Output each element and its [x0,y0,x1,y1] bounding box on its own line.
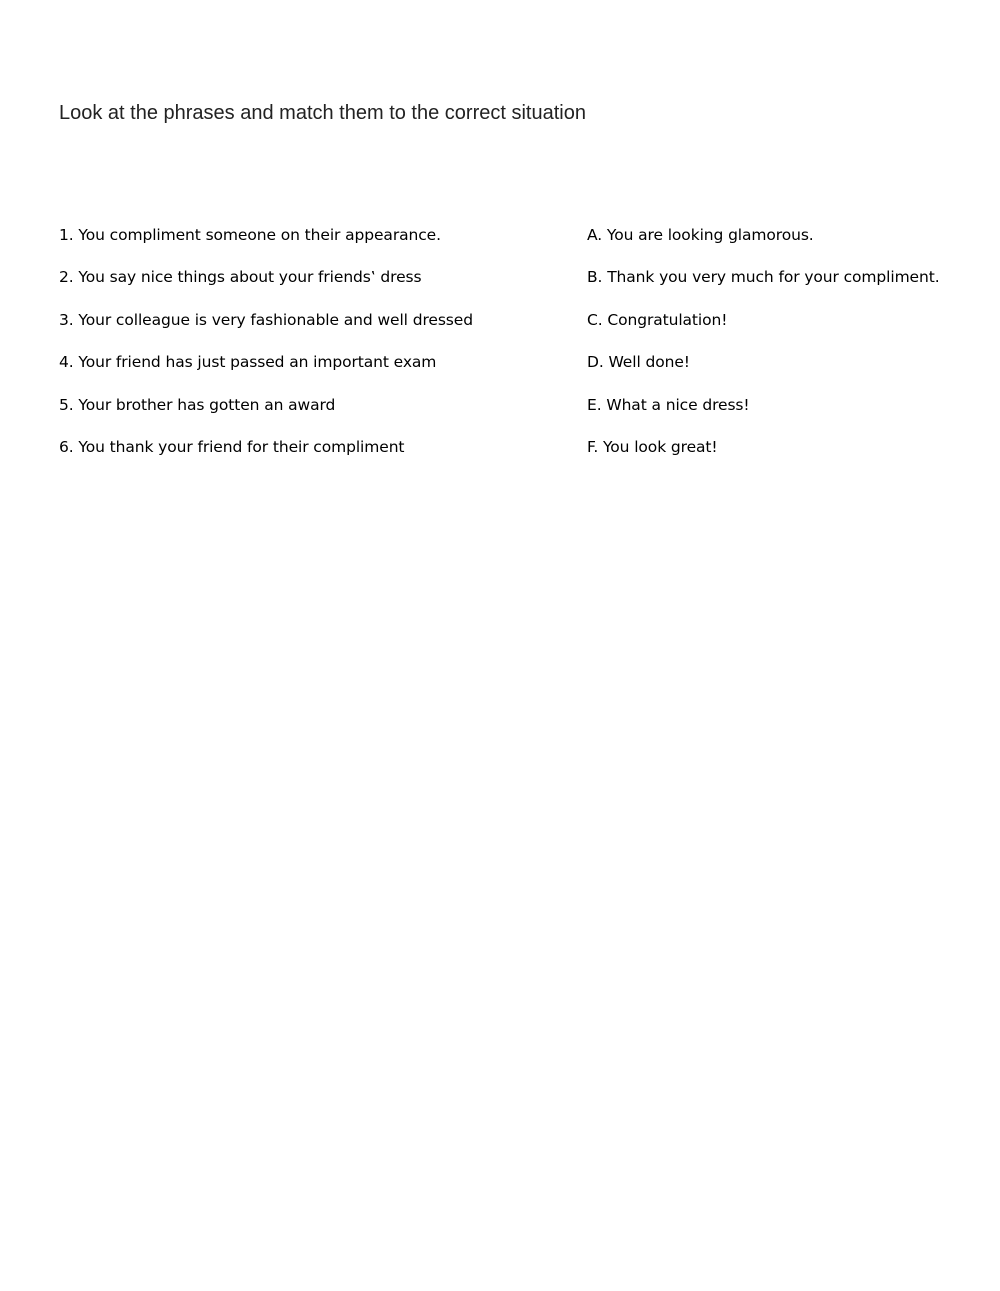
worksheet-instructions: Look at the phrases and match them to the correct situation [59,102,586,124]
situation-item-3: 3. Your colleague is very fashionable and well dressed [59,310,473,329]
phrase-item-d: D. Well done! [587,353,690,372]
situations-list [59,222,559,476]
situation-item-4: 4. Your friend has just passed an important exam [59,353,437,372]
situation-item-1: 1. You compliment someone on their appearance. [59,226,441,244]
situation-item-5: 5. Your brother has gotten an award [59,395,336,414]
phrases-list [587,222,987,476]
phrase-item-c: C. Congratulation! [587,310,728,329]
phrase-item-e: E. What a nice dress! [587,395,750,414]
situation-item-2: 2. You say nice things about your friends‛ dress [59,268,422,287]
phrase-item-a: A. You are looking glamorous. [587,226,814,244]
phrase-item-f: F. You look great! [587,437,718,456]
phrase-item-b: B. Thank you very much for your compliment. [587,268,940,287]
situation-item-6: 6. You thank your friend for their compliment [59,437,405,456]
